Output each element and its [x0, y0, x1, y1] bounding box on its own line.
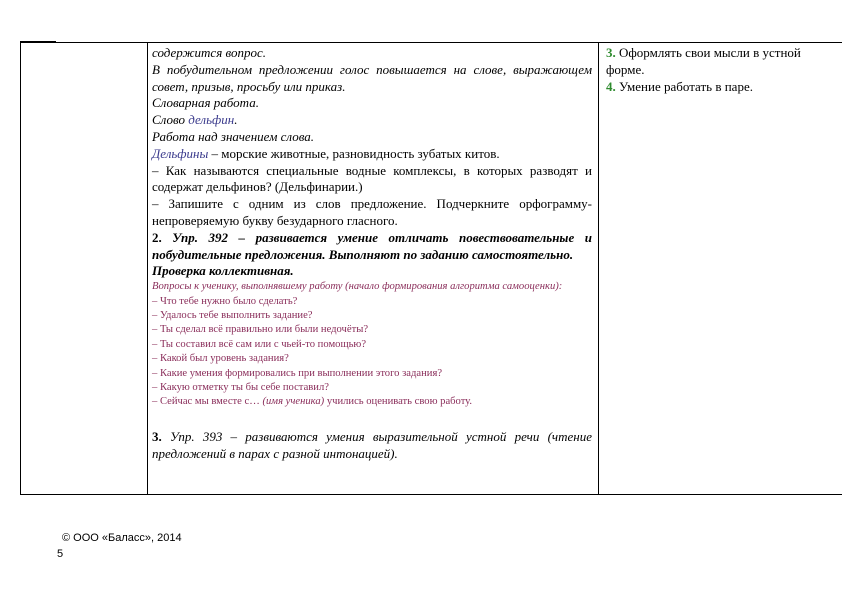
- skill-number: 3.: [606, 45, 616, 60]
- exercise-number: 2.: [152, 229, 162, 245]
- definition-line: [152, 146, 592, 163]
- text-paragraph: В побудительном предложении голос повышается на слове, выражающем совет, призыв, просьбу или приказ.: [152, 61, 592, 94]
- list-item: – Ты сделал всё правильно или были недочёты?: [152, 324, 369, 336]
- exercise-393: [152, 429, 592, 463]
- question-suffix: учились оценивать свою работу.: [324, 396, 473, 408]
- list-item: – Ты составил всё сам или с чьей-то помощью?: [152, 338, 367, 350]
- list-item: – Какие умения формировались при выполнении этого задания?: [152, 367, 443, 379]
- question-prefix: – Сейчас мы вместе с…: [152, 396, 263, 408]
- defined-word: Дельфины: [152, 145, 209, 161]
- exercise-text: Упр. 393 – развиваются умения выразительной устной речи (чтение предложений в парах с разной интонацией).: [152, 428, 592, 461]
- exercise-392: [152, 230, 592, 264]
- list-item: – Что тебе нужно было сделать?: [152, 295, 298, 307]
- skill-text: Оформлять свои мысли в устной форме.: [606, 45, 801, 77]
- list-item: – Удалось тебе выполнить задание?: [152, 309, 313, 321]
- text-line: содержится вопрос.: [152, 45, 266, 60]
- word-prefix: Слово: [152, 112, 189, 128]
- table-border-left: [20, 43, 21, 494]
- list-item: – Какой был уровень задания?: [152, 353, 289, 365]
- check-heading: Проверка коллективная.: [152, 263, 294, 279]
- skill-item-3: [606, 45, 814, 79]
- exercise-number: 3.: [152, 428, 162, 444]
- definition-text: – морские животные, разновидность зубатых китов.: [208, 145, 500, 161]
- word-line: [152, 112, 592, 129]
- question-paragraph: – Как называются специальные водные комплексы, в которых разводят и содержат дельфинов? (Дельфинарии.): [152, 162, 592, 195]
- meaning-heading: Работа над значением слова.: [152, 128, 315, 144]
- questions-intro: Вопросы к ученику, выполнявшему работу (начало формирования алгоритма самооценки):: [152, 281, 563, 293]
- list-item: – Какую отметку ты бы себе поставил?: [152, 382, 329, 393]
- task-paragraph: – Запишите с одним из слов предложение. Подчеркните орфограмму-непроверяемую букву безударного гласного.: [152, 196, 592, 228]
- copyright-footer: © ООО «Баласс», 2014: [62, 532, 182, 544]
- skill-text: Умение работать в паре.: [615, 78, 753, 94]
- skill-number: 4.: [606, 78, 616, 94]
- table-top-mark: [20, 41, 56, 43]
- table-divider-1: [147, 43, 148, 494]
- vocabulary-heading: Словарная работа.: [152, 95, 259, 111]
- word-suffix: .: [234, 112, 238, 128]
- list-item: [152, 395, 592, 409]
- skills-column: [606, 45, 814, 95]
- lesson-content-column: [152, 45, 592, 462]
- table-divider-2: [598, 43, 599, 494]
- question-italic: (имя ученика): [262, 396, 325, 408]
- page-number: 5: [57, 548, 64, 560]
- self-assessment-questions: [152, 280, 592, 410]
- highlighted-word: дельфин: [188, 112, 235, 128]
- exercise-text: Упр. 392 – развивается умение отличать повествовательные и побудительные предложения. Выполняют по заданию самостоятельно.: [152, 229, 592, 262]
- lesson-table: [20, 42, 842, 495]
- skill-item-4: [606, 79, 814, 96]
